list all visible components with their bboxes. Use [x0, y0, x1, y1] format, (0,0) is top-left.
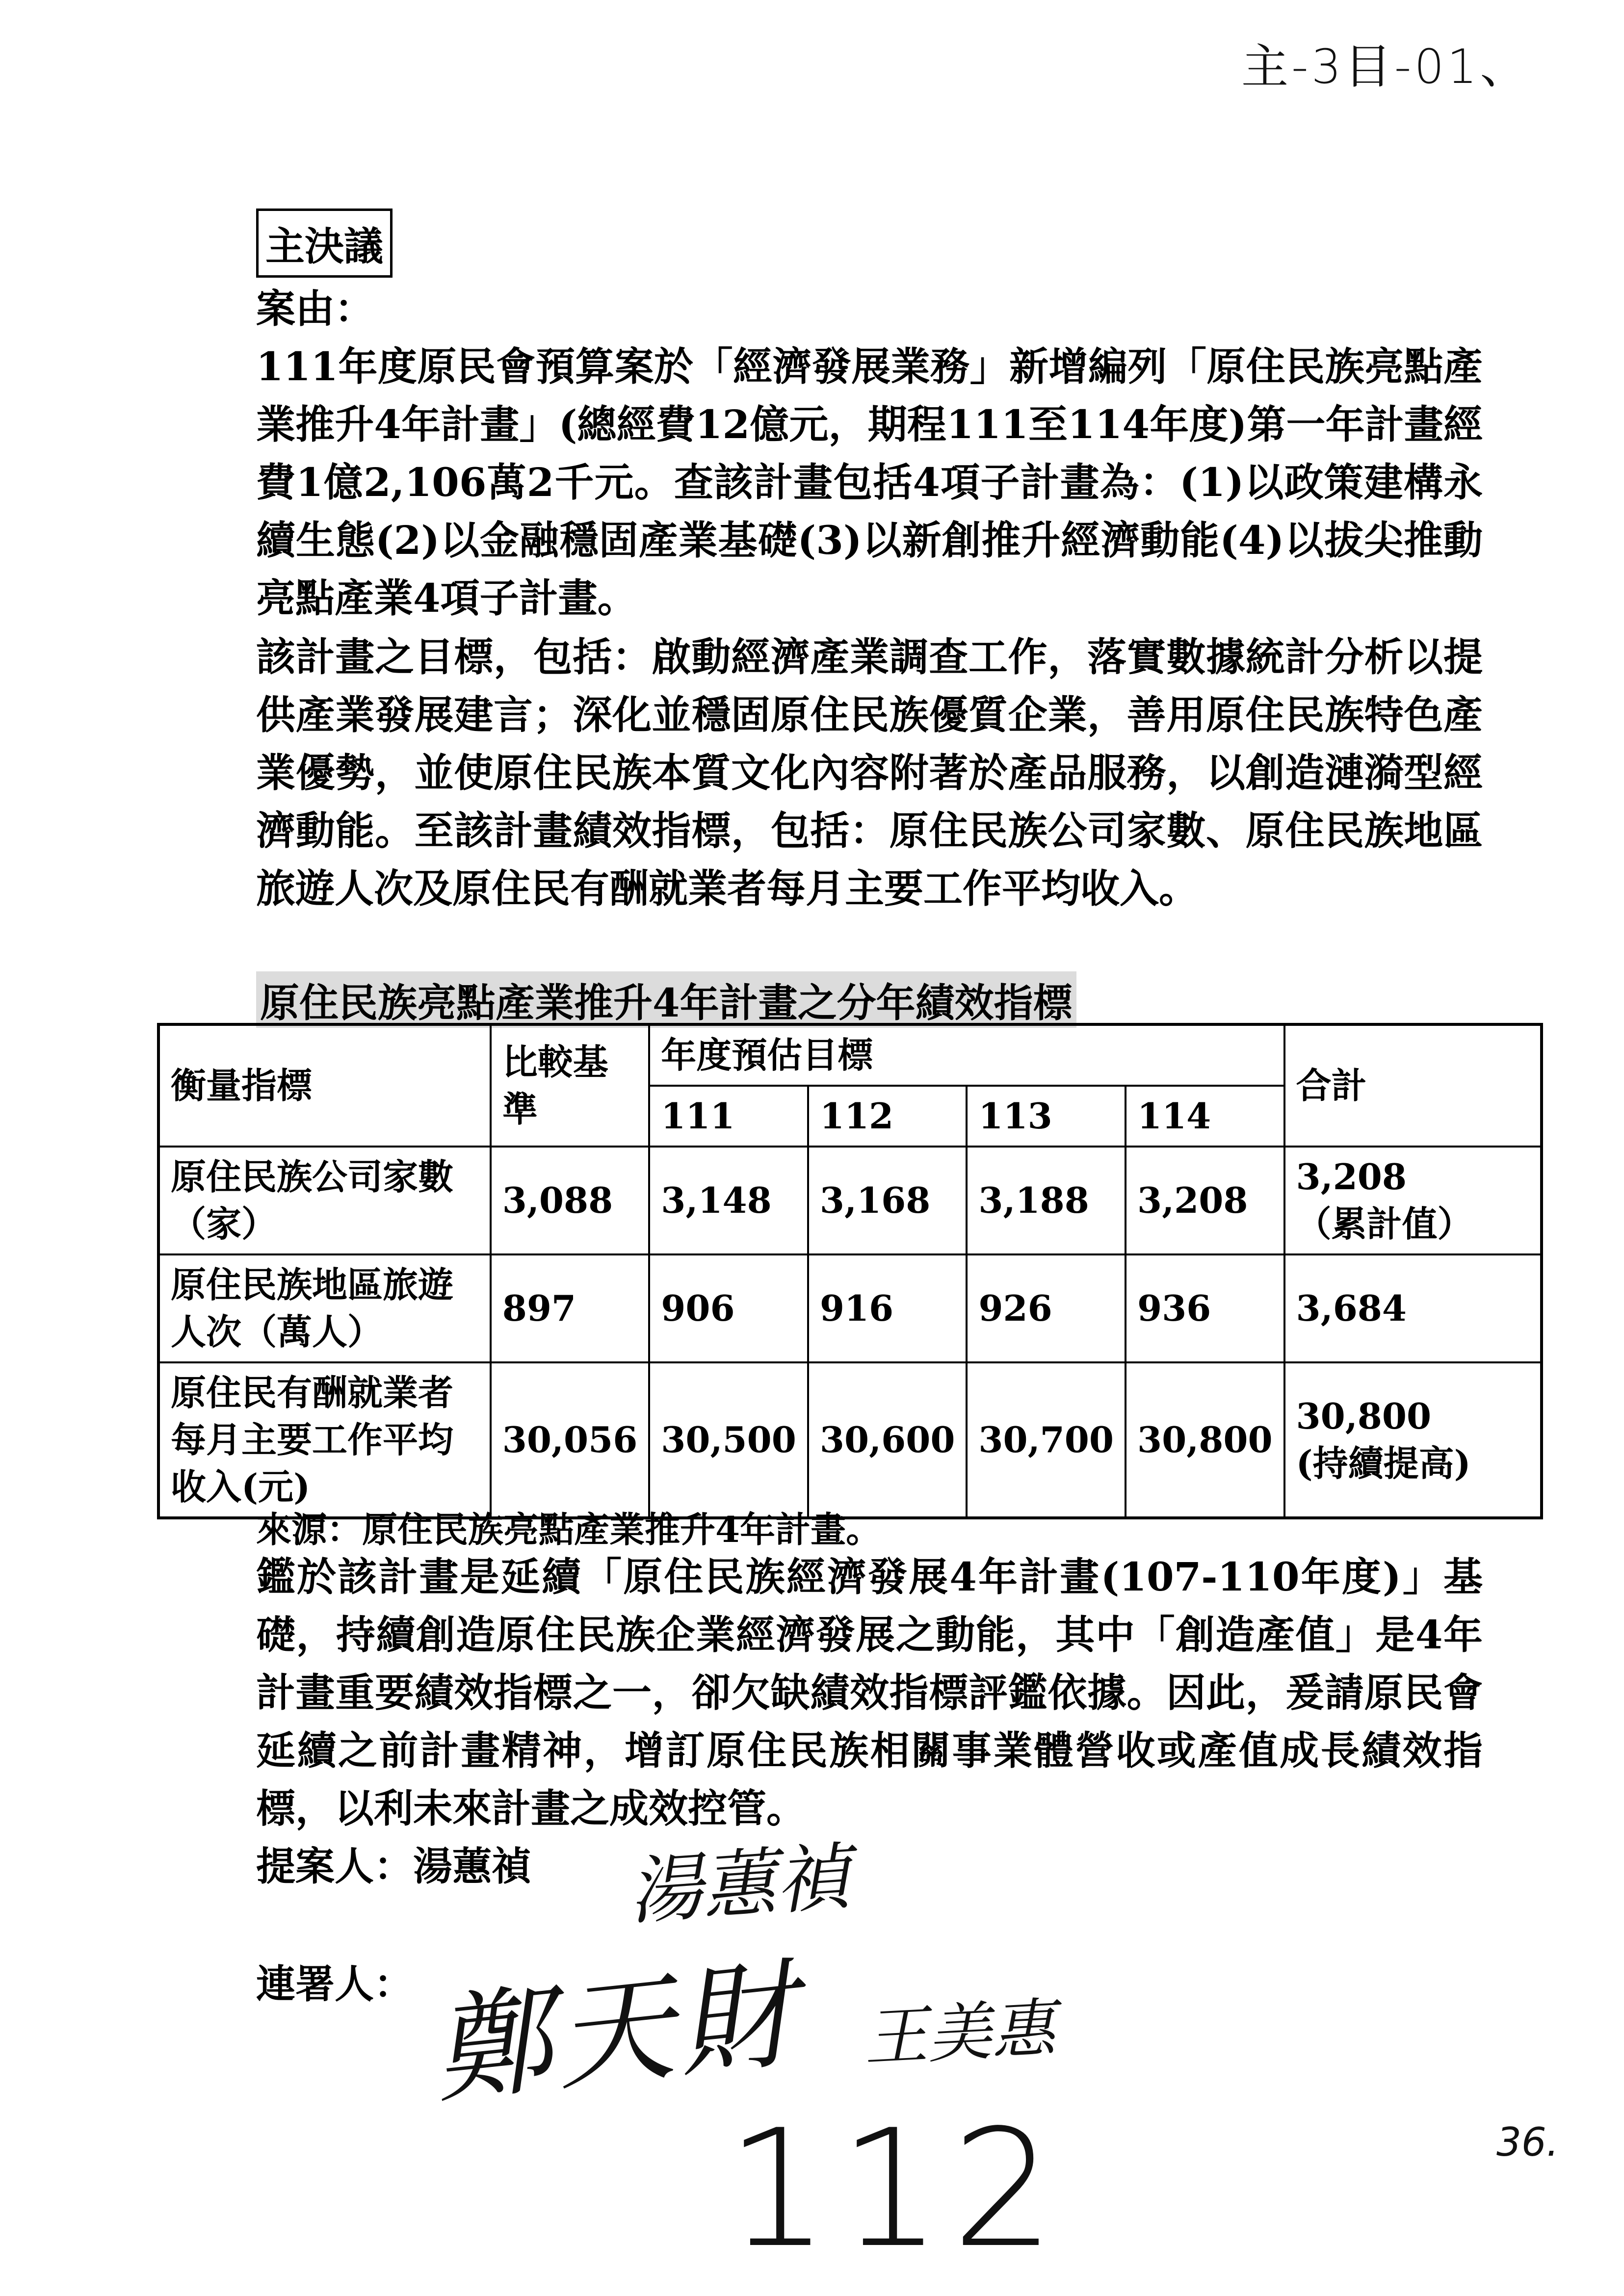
row-year-value: 30,800 [1126, 1362, 1284, 1518]
proposer-signature: 湯蕙禎 [626, 1834, 852, 1935]
row-year-value: 916 [808, 1254, 967, 1362]
cosigner-signature: 鄭天財 [426, 1945, 807, 2120]
proposer-line: 提案人：湯蕙禎 [256, 1843, 531, 1889]
paragraph-request: 鑑於該計畫是延續「原住民族經濟發展4年計畫(107-110年度)」基礎，持續創造原住民族企業經濟發展之動能，其中「創造產值」是4年計畫重要績效指標之一，卻欠缺績效指標評鑑依據。因此，爰請原民會延續之前計畫精神，增訂原住民族相關事業體營收或產值成長績效指標，以利未來計畫之成效控管。 [256, 1554, 1483, 1831]
row-year-value: 936 [1126, 1254, 1284, 1362]
table-row [158, 1254, 1542, 1362]
table-row [158, 1147, 1542, 1254]
row-total-value: 30,800 [1296, 1395, 1432, 1437]
header-year: 113 [967, 1086, 1126, 1147]
row-total [1284, 1362, 1542, 1518]
table-header-row [158, 1024, 1542, 1086]
row-year-value: 30,700 [967, 1362, 1126, 1518]
reason-label: 案由： [256, 286, 374, 332]
row-total [1284, 1147, 1542, 1254]
row-year-value: 906 [649, 1254, 808, 1362]
header-total: 合計 [1284, 1024, 1542, 1147]
paragraph-budget-description: 111年度原民會預算案於「經濟發展業務」新增編列「原住民族亮點產業推升4年計畫」(總經費12億元，期程111至114年度)第一年計畫經費1億2,106萬2千元。查該計畫包括4項子計畫為：(1)以政策建構永續生態(2)以金融穩固產業基礎(3)以新創推升經濟動能(4)以拔尖推動亮點產業4項子計畫。 [256, 343, 1483, 621]
main-resolution-heading: 主決議 [256, 209, 393, 278]
row-baseline: 3,088 [491, 1147, 650, 1254]
row-total-note: (持續提高) [1296, 1442, 1471, 1484]
row-year-value: 30,500 [649, 1362, 808, 1518]
header-baseline: 比較基準 [491, 1024, 650, 1147]
header-year: 112 [808, 1086, 967, 1147]
cosigners-label: 連署人： [256, 1961, 413, 2007]
row-year-value: 3,148 [649, 1147, 808, 1254]
header-target-group: 年度預估目標 [649, 1024, 1284, 1086]
paragraph-plan-goals: 該計畫之目標，包括：啟動經濟產業調查工作，落實數據統計分析以提供產業發展建言；深化並穩固原住民族優質企業，善用原住民族特色產業優勢，並使原住民族本質文化內容附著於產品服務，以創造漣漪型經濟動能。至該計畫績效指標，包括：原住民族公司家數、原住民族地區旅遊人次及原住民有酬就業者每月主要工作平均收入。 [256, 634, 1483, 912]
header-year: 111 [649, 1086, 808, 1147]
handwritten-page-number: 36. [1496, 2119, 1559, 2165]
row-year-value: 3,208 [1126, 1147, 1284, 1254]
row-year-value: 30,600 [808, 1362, 967, 1518]
row-metric: 原住民有酬就業者每月主要工作平均收入(元) [158, 1362, 491, 1518]
header-year: 114 [1126, 1086, 1284, 1147]
row-year-value: 3,188 [967, 1147, 1126, 1254]
row-total [1284, 1254, 1542, 1362]
row-total-value: 3,208 [1296, 1156, 1407, 1198]
header-metric: 衡量指標 [158, 1024, 491, 1147]
table-source-note: 來源：原住民族亮點產業推升4年計畫。 [256, 1509, 882, 1550]
row-year-value: 3,168 [808, 1147, 967, 1254]
table-row [158, 1362, 1542, 1518]
handwritten-reference-code: 主-3目-01、 [1241, 39, 1530, 94]
row-baseline: 897 [491, 1254, 650, 1362]
row-year-value: 926 [967, 1254, 1126, 1362]
handwritten-stamp-number: 112 [726, 2095, 1065, 2283]
row-baseline: 30,056 [491, 1362, 650, 1518]
performance-indicator-table [157, 1023, 1543, 1519]
row-metric: 原住民族地區旅遊人次（萬人） [158, 1254, 491, 1362]
row-total-value: 3,684 [1296, 1287, 1407, 1329]
row-total-note: （累計值） [1296, 1203, 1473, 1245]
table-title: 原住民族亮點產業推升4年計畫之分年績效指標 [256, 971, 1076, 1028]
row-metric: 原住民族公司家數（家） [158, 1147, 491, 1254]
cosigner-signature: 王美惠 [862, 1990, 1057, 2076]
